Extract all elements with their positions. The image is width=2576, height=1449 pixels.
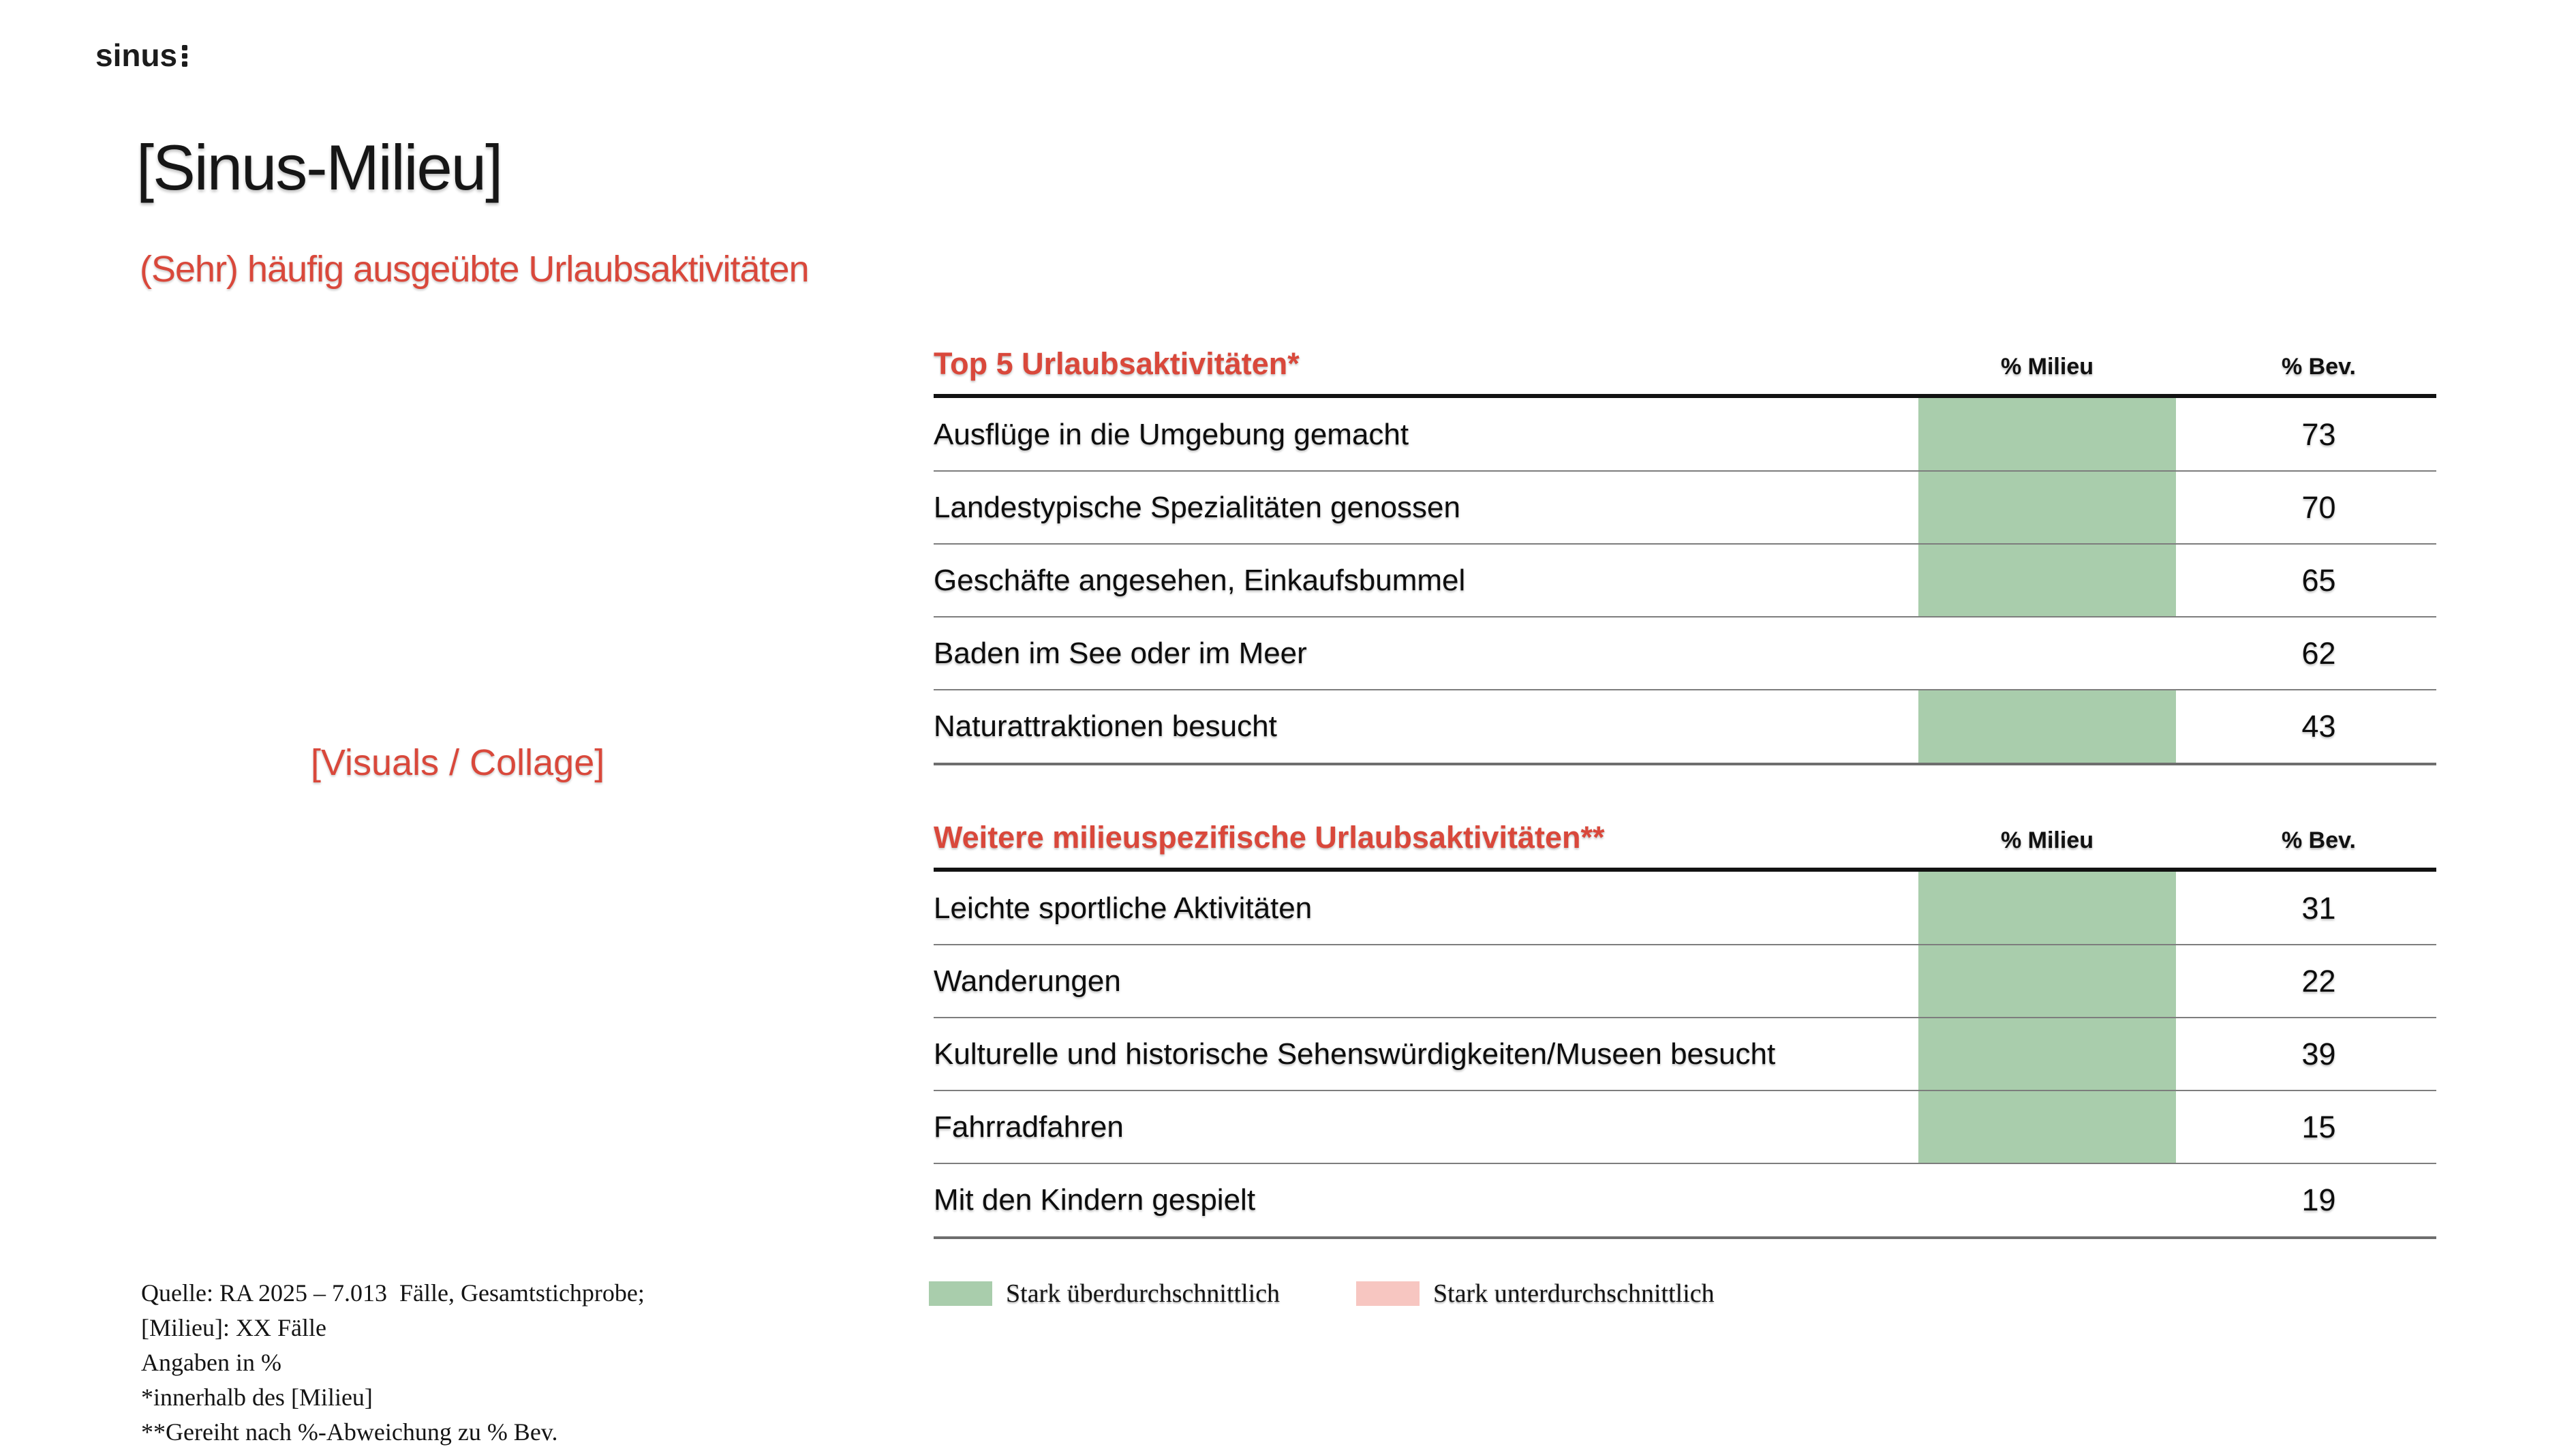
legend-swatch-below-average (1356, 1281, 1420, 1306)
row-label: Ausflüge in die Umgebung gemacht (934, 417, 1409, 451)
row-bev-value: 62 (2301, 635, 2336, 671)
sinus-logo-colon-icon (182, 45, 187, 67)
legend-label: Stark überdurchschnittlich (1006, 1279, 1281, 1308)
row-bev-value: 65 (2301, 562, 2336, 598)
slide-title: [Sinus-Milieu] (136, 132, 502, 203)
row-label: Mit den Kindern gespielt (934, 1183, 1256, 1217)
legend-item (1356, 1279, 1715, 1309)
row-bev-value: 31 (2301, 890, 2336, 926)
table-bottom-rule (934, 1236, 2436, 1239)
visuals-collage-placeholder: [Visuals / Collage] (311, 742, 605, 783)
footnotes (141, 1276, 645, 1449)
legend-swatch-above-average (929, 1281, 992, 1306)
milieu-highlight-cell (1918, 1018, 2176, 1090)
milieu-highlight-cell (1918, 690, 2176, 763)
row-bev-value: 39 (2301, 1036, 2336, 1071)
row-label: Naturattraktionen besucht (934, 709, 1277, 743)
row-bev-value: 19 (2301, 1182, 2336, 1217)
row-label: Geschäfte angesehen, Einkaufsbummel (934, 563, 1466, 597)
column-header-bev: % Bev. (2282, 827, 2356, 853)
row-bev-value: 22 (2301, 963, 2336, 998)
row-label: Landestypische Spezialitäten genossen (934, 490, 1460, 524)
footnote-line: Angaben in % (141, 1349, 281, 1376)
row-label: Kulturelle und historische Sehenswürdigkeiten/Museen besucht (934, 1037, 1776, 1071)
table-title: Top 5 Urlaubsaktivitäten* (934, 346, 1300, 381)
column-header-bev: % Bev. (2282, 354, 2356, 380)
column-header-milieu: % Milieu (2000, 354, 2094, 380)
milieu-highlight-cell (1918, 1090, 2176, 1163)
milieu-highlight-cell (1918, 398, 2176, 471)
row-label: Baden im See oder im Meer (934, 636, 1307, 670)
row-label: Wanderungen (934, 964, 1121, 998)
legend-item (929, 1279, 1280, 1309)
milieu-highlight-cell (1918, 471, 2176, 544)
row-bev-value: 73 (2301, 416, 2336, 452)
row-bev-value: 15 (2301, 1109, 2336, 1144)
milieu-highlight-cell (1918, 945, 2176, 1018)
table-title: Weitere milieuspezifische Urlaubsaktivitäten** (934, 820, 1605, 855)
footnote-line: *innerhalb des [Milieu] (141, 1384, 373, 1411)
milieu-highlight-cell (1918, 872, 2176, 945)
milieu-highlight-cell (1918, 544, 2176, 617)
table-bottom-rule (934, 763, 2436, 765)
footnote-line: [Milieu]: XX Fälle (141, 1314, 326, 1341)
row-bev-value: 43 (2301, 708, 2336, 744)
slide-subtitle: (Sehr) häufig ausgeübte Urlaubsaktivitäten (140, 249, 809, 290)
sinus-logo (95, 37, 187, 73)
footnote-line: Quelle: RA 2025 – 7.013 Fälle, Gesamtstichprobe; (141, 1279, 645, 1307)
legend-label: Stark unterdurchschnittlich (1433, 1279, 1715, 1308)
row-label: Leichte sportliche Aktivitäten (934, 891, 1313, 925)
sinus-logo-text: sinus (95, 37, 178, 73)
row-bev-value: 70 (2301, 489, 2336, 525)
column-header-milieu: % Milieu (2000, 827, 2094, 853)
row-label: Fahrradfahren (934, 1110, 1124, 1144)
footnote-line: **Gereiht nach %-Abweichung zu % Bev. (141, 1418, 558, 1446)
